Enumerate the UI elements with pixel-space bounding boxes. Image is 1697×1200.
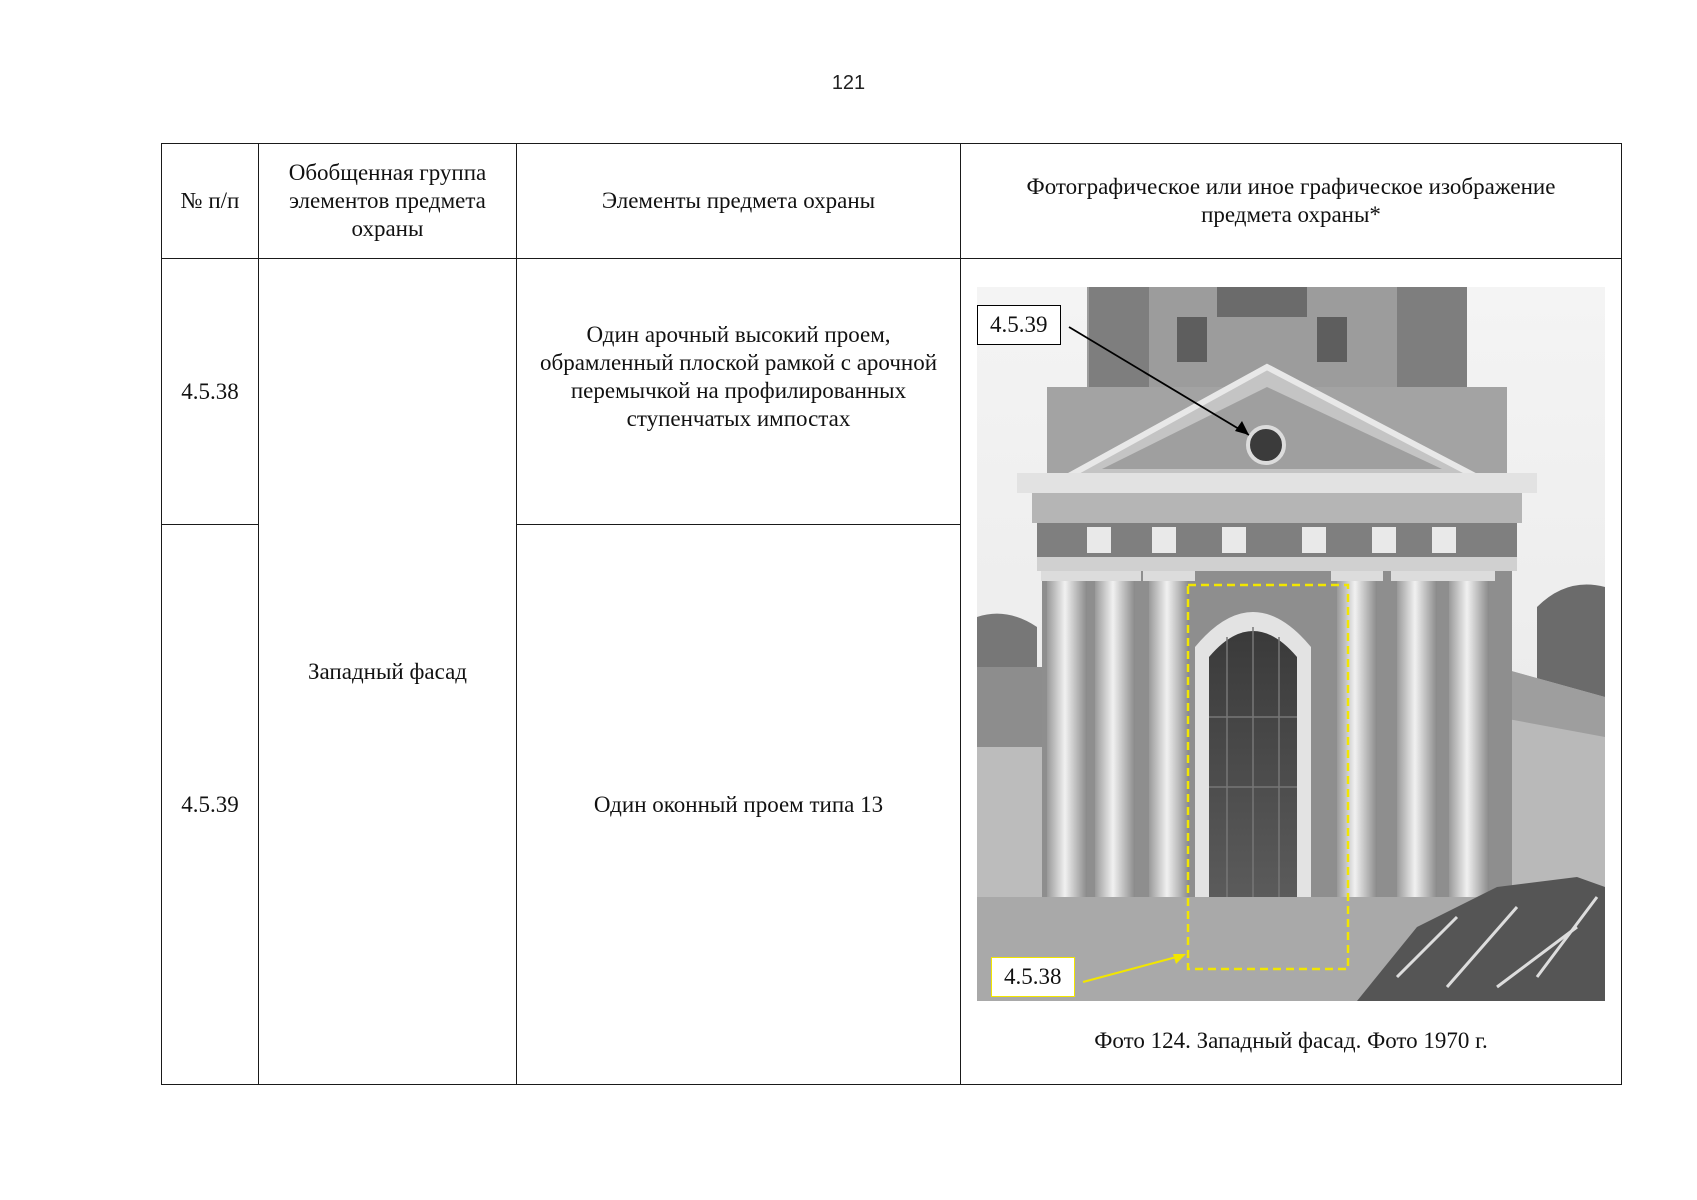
page-number: 121: [831, 72, 866, 94]
row-element: Один арочный высокий проем, обрамленный плоской рамкой с арочной перемычкой на профилированных ступенчатых импостах: [517, 259, 961, 525]
header-num: № п/п: [162, 144, 259, 259]
group-cell: Западный фасад: [259, 259, 517, 1085]
photo-cell: [961, 259, 1622, 1085]
callout-4-5-38: 4.5.38: [991, 957, 1075, 997]
header-image: Фотографическое или иное графическое изображение предмета охраны*: [961, 144, 1622, 259]
header-elements: Элементы предмета охраны: [517, 144, 961, 259]
row-num: 4.5.39: [162, 525, 259, 1085]
row-num: 4.5.38: [162, 259, 259, 525]
table-header-row: [162, 144, 1622, 259]
church-west-facade-image: [977, 287, 1605, 1001]
photo-caption: Фото 124. Западный фасад. Фото 1970 г.: [1094, 1028, 1488, 1053]
facade-photo: [977, 287, 1605, 1001]
callout-4-5-39: 4.5.39: [977, 305, 1061, 345]
header-group: Обобщенная группа элементов предмета охраны: [259, 144, 517, 259]
row-element: Один оконный проем типа 13: [517, 525, 961, 1085]
protection-elements-table: [161, 143, 1622, 1085]
table-row: [162, 259, 1622, 525]
